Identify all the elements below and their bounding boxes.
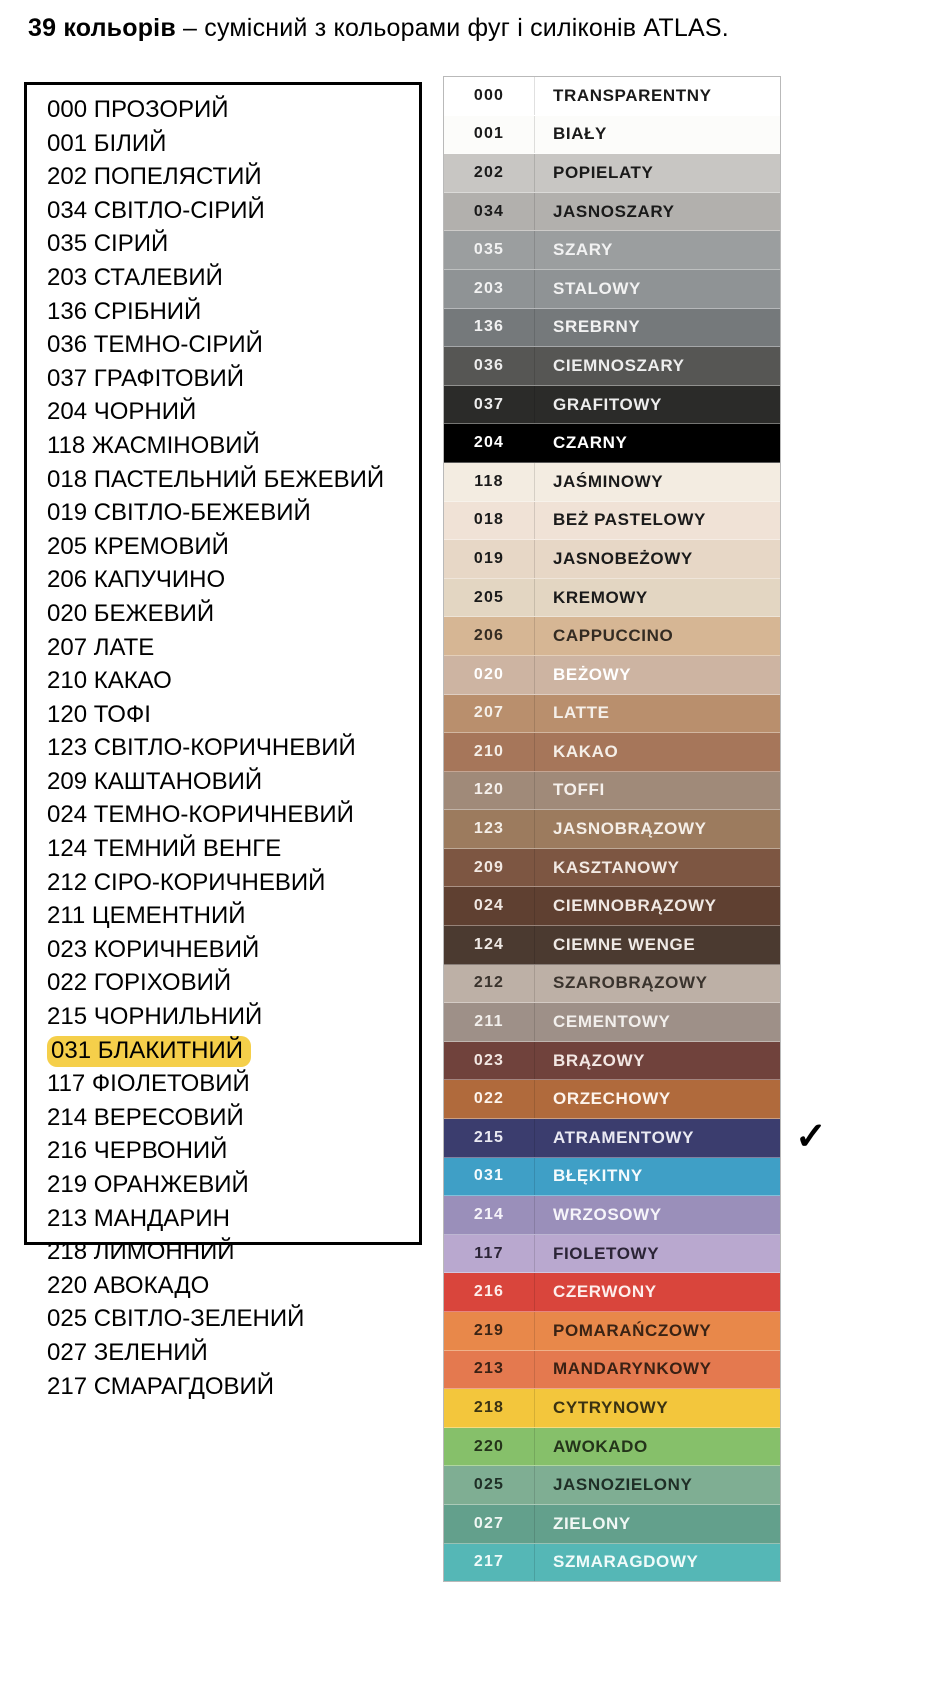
table-row xyxy=(444,772,780,811)
color-code-cell: 123 xyxy=(473,820,505,838)
table-row xyxy=(444,1544,780,1582)
color-name-cell: CZERWONY xyxy=(553,1282,657,1302)
table-row xyxy=(444,231,780,270)
color-code-cell: 022 xyxy=(473,1090,505,1108)
list-item xyxy=(47,1202,411,1236)
list-item xyxy=(47,1067,411,1101)
color-name-cell: GRAFITOWY xyxy=(553,394,662,414)
color-swatch-table xyxy=(443,76,781,1582)
list-item-label: 025 СВІТЛО-ЗЕЛЕНИЙ xyxy=(47,1305,305,1333)
list-item-label: 217 СМАРАГДОВИЙ xyxy=(47,1372,275,1400)
color-name-cell: POMARAŃCZOWY xyxy=(553,1320,712,1340)
list-item-label: 018 ПАСТЕЛЬНИЙ БЕЖЕВИЙ xyxy=(47,465,385,493)
list-item-label: 215 ЧОРНИЛЬНИЙ xyxy=(47,1003,263,1031)
table-row xyxy=(444,1389,780,1428)
table-row xyxy=(444,77,780,116)
color-name-cell: CEMENTOWY xyxy=(553,1012,671,1032)
table-row xyxy=(444,887,780,926)
list-item-label: 118 ЖАСМІНОВИЙ xyxy=(47,431,260,459)
color-code-cell: 036 xyxy=(473,356,505,374)
list-item xyxy=(47,1302,411,1336)
list-item-label: 117 ФІОЛЕТОВИЙ xyxy=(47,1070,250,1098)
color-code-cell: 212 xyxy=(473,974,505,992)
list-item xyxy=(47,866,411,900)
color-code-cell: 024 xyxy=(473,897,505,915)
list-item xyxy=(47,1235,411,1269)
table-row xyxy=(444,463,780,502)
color-name-cell: JAŚMINOWY xyxy=(553,471,664,491)
list-item-label: 206 КАПУЧИНО xyxy=(47,566,226,594)
list-item-label: 210 КАКАО xyxy=(47,667,172,695)
table-row xyxy=(444,1158,780,1197)
color-name-cell: CAPPUCCINO xyxy=(553,626,674,646)
color-code-cell: 206 xyxy=(473,627,505,645)
color-code-cell: 217 xyxy=(473,1553,505,1571)
color-name-cell: KREMOWY xyxy=(553,587,648,607)
list-item xyxy=(47,261,411,295)
list-item-label: 001 БІЛИЙ xyxy=(47,129,167,157)
list-item xyxy=(47,765,411,799)
list-item-label: 204 ЧОРНИЙ xyxy=(47,398,197,426)
color-name-cell: JASNOSZARY xyxy=(553,201,675,221)
list-item xyxy=(47,731,411,765)
color-name-cell: ZIELONY xyxy=(553,1513,631,1533)
color-name-cell: WRZOSOWY xyxy=(553,1205,662,1225)
color-name-cell: KAKAO xyxy=(553,741,619,761)
list-item-label: 212 СІРО-КОРИЧНЕВИЙ xyxy=(47,868,326,896)
color-name-cell: STALOWY xyxy=(553,278,641,298)
color-name-cell: SREBRNY xyxy=(553,317,641,337)
color-code-cell: 209 xyxy=(473,858,505,876)
table-row xyxy=(444,1505,780,1544)
list-item-label: 219 ОРАНЖЕВИЙ xyxy=(47,1171,249,1198)
list-item-label: 023 КОРИЧНЕВИЙ xyxy=(47,935,260,963)
list-item-label: 000 ПРОЗОРИЙ xyxy=(47,96,229,123)
color-name-cell: TRANSPARENTNY xyxy=(553,85,712,105)
color-code-cell: 207 xyxy=(473,704,505,722)
list-item-label: 205 КРЕМОВИЙ xyxy=(47,532,229,560)
list-item-label: 034 СВІТЛО-СІРИЙ xyxy=(47,196,265,224)
list-item xyxy=(47,664,411,698)
color-code-cell: 035 xyxy=(473,241,505,259)
color-name-cell: CIEMNOBRĄZOWY xyxy=(553,896,717,916)
color-name-cell: ORZECHOWY xyxy=(553,1089,671,1109)
table-row xyxy=(444,502,780,541)
list-item xyxy=(47,597,411,631)
color-code-cell: 214 xyxy=(473,1206,505,1224)
list-item-label-highlighted: 031 БЛАКИТНИЙ xyxy=(47,1036,251,1067)
table-row xyxy=(444,1003,780,1042)
list-item xyxy=(47,933,411,967)
table-row xyxy=(444,1196,780,1235)
color-code-cell: 210 xyxy=(473,742,505,760)
color-name-cell: BŁĘKITNY xyxy=(553,1166,643,1186)
color-name-cell: SZAROBRĄZOWY xyxy=(553,973,708,993)
color-code-cell: 204 xyxy=(473,434,505,452)
table-row xyxy=(444,965,780,1004)
table-row xyxy=(444,695,780,734)
list-item-label: 035 СІРИЙ xyxy=(47,230,169,258)
list-item xyxy=(47,160,411,194)
list-item xyxy=(47,631,411,665)
table-row xyxy=(444,347,780,386)
table-row xyxy=(444,1235,780,1274)
table-row xyxy=(444,116,780,155)
color-name-cell: JASNOBRĄZOWY xyxy=(553,819,707,839)
color-code-cell: 203 xyxy=(473,279,505,297)
color-name-cell: KASZTANOWY xyxy=(553,857,680,877)
color-name-cell: BEŻ PASTELOWY xyxy=(553,510,706,530)
list-item-label: 124 ТЕМНИЙ ВЕНГЕ xyxy=(47,835,282,863)
color-code-cell: 202 xyxy=(473,163,505,181)
color-code-cell: 031 xyxy=(473,1167,505,1185)
color-name-cell: CIEMNOSZARY xyxy=(553,355,685,375)
list-item-label: 220 АВОКАДО xyxy=(47,1271,210,1299)
color-code-cell: 120 xyxy=(473,781,505,799)
list-item-label: 202 ПОПЕЛЯСТИЙ xyxy=(47,163,262,191)
list-item xyxy=(47,1168,411,1202)
list-item-label: 209 КАШТАНОВИЙ xyxy=(47,767,263,795)
list-item xyxy=(47,127,411,161)
table-row xyxy=(444,1080,780,1119)
table-row xyxy=(444,540,780,579)
color-code-cell: 220 xyxy=(473,1437,505,1455)
table-row xyxy=(444,1042,780,1081)
color-name-cell: CIEMNE WENGE xyxy=(553,934,696,954)
color-code-cell: 124 xyxy=(473,935,505,953)
color-code-cell: 213 xyxy=(473,1360,505,1378)
color-name-list xyxy=(47,93,411,1403)
list-item-label: 027 ЗЕЛЕНИЙ xyxy=(47,1338,208,1366)
list-item-label: 036 ТЕМНО-СІРИЙ xyxy=(47,331,263,359)
list-item xyxy=(47,362,411,396)
color-name-cell: JASNOBEŻOWY xyxy=(553,548,693,568)
list-item-label: 022 ГОРІХОВИЙ xyxy=(47,969,232,997)
color-code-cell: 019 xyxy=(473,549,505,567)
table-row xyxy=(444,424,780,463)
color-name-cell: JASNOZIELONY xyxy=(553,1475,693,1495)
list-item xyxy=(47,899,411,933)
list-item xyxy=(47,966,411,1000)
table-row xyxy=(444,154,780,193)
list-item-label: 120 ТОФІ xyxy=(47,700,151,728)
list-item-label: 213 МАНДАРИН xyxy=(47,1204,230,1232)
color-code-cell: 117 xyxy=(474,1244,504,1262)
color-name-cell: SZARY xyxy=(553,240,613,260)
table-row xyxy=(444,1273,780,1312)
color-code-cell: 018 xyxy=(473,511,505,529)
list-item-label: 203 СТАЛЕВИЙ xyxy=(47,263,223,291)
list-item-label: 214 ВЕРЕСОВИЙ xyxy=(47,1103,244,1131)
list-item xyxy=(47,194,411,228)
list-item-label: 211 ЦЕМЕНТНИЙ xyxy=(47,902,246,930)
color-code-cell: 001 xyxy=(473,125,505,143)
table-row xyxy=(444,1119,780,1158)
table-row xyxy=(444,579,780,618)
page-title-rest: – сумісний з кольорами фуг і силіконів ATLAS. xyxy=(175,14,729,42)
color-code-cell: 219 xyxy=(473,1321,505,1339)
table-row xyxy=(444,656,780,695)
color-name-cell: CZARNY xyxy=(553,433,628,453)
color-name-list-box xyxy=(24,82,422,1400)
color-name-cell: ATRAMENTOWY xyxy=(553,1127,695,1147)
color-name-cell: TOFFI xyxy=(553,780,605,800)
color-name-cell: LATTE xyxy=(553,703,610,723)
list-item xyxy=(47,295,411,329)
page-title xyxy=(28,14,729,43)
list-item-label: 136 СРІБНИЙ xyxy=(47,297,202,325)
list-item xyxy=(47,395,411,429)
color-code-cell: 034 xyxy=(473,202,505,220)
color-name-cell: CYTRYNOWY xyxy=(553,1397,669,1417)
list-item-label: 207 ЛАТЕ xyxy=(47,633,155,661)
color-code-cell: 000 xyxy=(473,86,505,104)
color-code-cell: 216 xyxy=(473,1283,505,1301)
table-row xyxy=(444,1466,780,1505)
color-code-cell: 211 xyxy=(474,1013,504,1031)
list-item-label: 216 ЧЕРВОНИЙ xyxy=(47,1137,228,1165)
list-item xyxy=(47,698,411,732)
table-row xyxy=(444,193,780,232)
color-name-cell: FIOLETOWY xyxy=(553,1243,660,1263)
color-code-cell: 205 xyxy=(473,588,505,606)
list-item-label: 037 ГРАФІТОВИЙ xyxy=(47,364,244,392)
list-item xyxy=(47,832,411,866)
table-row xyxy=(444,386,780,425)
table-row xyxy=(444,1312,780,1351)
color-code-cell: 025 xyxy=(473,1476,505,1494)
color-code-cell: 136 xyxy=(473,318,505,336)
list-item xyxy=(47,1134,411,1168)
color-code-cell: 023 xyxy=(473,1051,505,1069)
color-name-cell: MANDARYNKOWY xyxy=(553,1359,712,1379)
color-name-cell: BRĄZOWY xyxy=(553,1050,646,1070)
list-item xyxy=(47,227,411,261)
list-item xyxy=(47,1370,411,1404)
list-item xyxy=(47,463,411,497)
list-item xyxy=(47,1101,411,1135)
list-item xyxy=(47,429,411,463)
color-code-cell: 215 xyxy=(473,1128,505,1146)
list-item xyxy=(47,1269,411,1303)
page-title-strong: 39 кольорів xyxy=(28,14,176,42)
list-item xyxy=(47,496,411,530)
list-item-label: 123 СВІТЛО-КОРИЧНЕВИЙ xyxy=(47,734,356,762)
list-item xyxy=(47,328,411,362)
list-item-label: 218 ЛИМОННИЙ xyxy=(47,1238,235,1266)
table-row xyxy=(444,617,780,656)
list-item xyxy=(47,1336,411,1370)
color-name-cell: BEŻOWY xyxy=(553,664,632,684)
list-item-label: 019 СВІТЛО-БЕЖЕВИЙ xyxy=(47,499,311,527)
color-code-cell: 027 xyxy=(473,1514,505,1532)
list-item xyxy=(47,93,411,127)
list-item-label: 020 БЕЖЕВИЙ xyxy=(47,599,215,627)
color-code-cell: 218 xyxy=(473,1398,505,1416)
table-row xyxy=(444,926,780,965)
color-code-cell: 118 xyxy=(474,472,504,490)
color-name-cell: POPIELATY xyxy=(553,162,654,182)
table-row xyxy=(444,810,780,849)
color-code-cell: 037 xyxy=(473,395,505,413)
table-row xyxy=(444,1428,780,1467)
table-row xyxy=(444,733,780,772)
list-item xyxy=(47,1000,411,1034)
list-item xyxy=(47,1034,411,1068)
table-row xyxy=(444,309,780,348)
list-item-label: 024 ТЕМНО-КОРИЧНЕВИЙ xyxy=(47,801,354,829)
list-item xyxy=(47,798,411,832)
color-name-cell: SZMARAGDOWY xyxy=(553,1552,699,1572)
color-name-cell: BIAŁY xyxy=(553,124,607,144)
table-row xyxy=(444,849,780,888)
table-row xyxy=(444,270,780,309)
color-code-cell: 020 xyxy=(473,665,505,683)
color-name-cell: AWOKADO xyxy=(553,1436,648,1456)
list-item xyxy=(47,563,411,597)
table-row xyxy=(444,1351,780,1390)
check-mark-icon: ✓ xyxy=(795,1116,827,1158)
list-item xyxy=(47,530,411,564)
